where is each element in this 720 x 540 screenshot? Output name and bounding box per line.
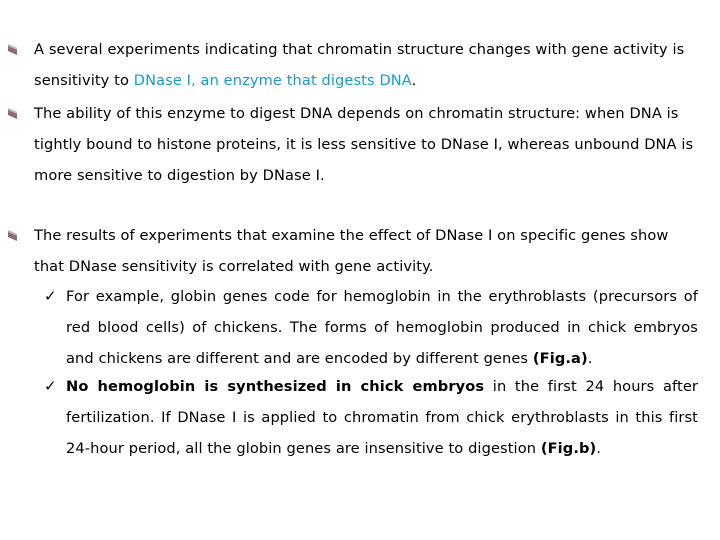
pencil-bullet-icon [6, 229, 19, 242]
subbullet-1-figure-ref: (Fig.a) [532, 350, 588, 367]
checkmark-icon: ✓ [44, 287, 57, 305]
subbullet-2 [44, 371, 699, 464]
subbullet-1 [44, 281, 698, 374]
pencil-bullet-icon [6, 107, 19, 120]
subbullet-2-tail: . [596, 440, 602, 457]
bullet-1-accent-text: DNase I, an enzyme that digests DNA [133, 72, 412, 89]
subbullet-2-figure-ref: (Fig.b) [540, 440, 597, 457]
bullet-2-text: The ability of this enzyme to digest DNA depends on chromatin structure: when DNA is tightly bound to histone proteins, it is less sensitive to DNase I, whereas unbound DNA is more sensitive to digestion by DNase I. [34, 105, 694, 184]
pencil-bullet-icon [6, 43, 19, 56]
subbullet-2-bold-lead: No hemoglobin is synthesized in chick embryos [66, 378, 485, 395]
bullet-1-tail: . [411, 72, 417, 89]
checkmark-icon: ✓ [44, 377, 57, 395]
bullet-1-text: A several experiments indicating that chromatin structure changes with gene activity is sensitivity to [34, 41, 685, 89]
bullet-2 [34, 98, 698, 191]
subbullet-1-text: For example, globin genes code for hemoglobin in the erythroblasts (precursors of red blood cells) of chickens. The forms of hemoglobin produced in chick embryos and chickens are different and are encoded by different genes [66, 288, 698, 367]
bullet-3-text: The results of experiments that examine the effect of DNase I on specific genes show that DNase sensitivity is correlated with gene activity. [34, 227, 669, 275]
bullet-3 [34, 220, 698, 282]
bullet-1 [34, 34, 698, 96]
subbullet-2-text: in the first 24 hours after fertilization. If DNase I is applied to chromatin from chick erythroblasts in this first 24-hour period, all the globin genes are insensitive to digestion [66, 378, 699, 457]
subbullet-1-tail: . [587, 350, 593, 367]
